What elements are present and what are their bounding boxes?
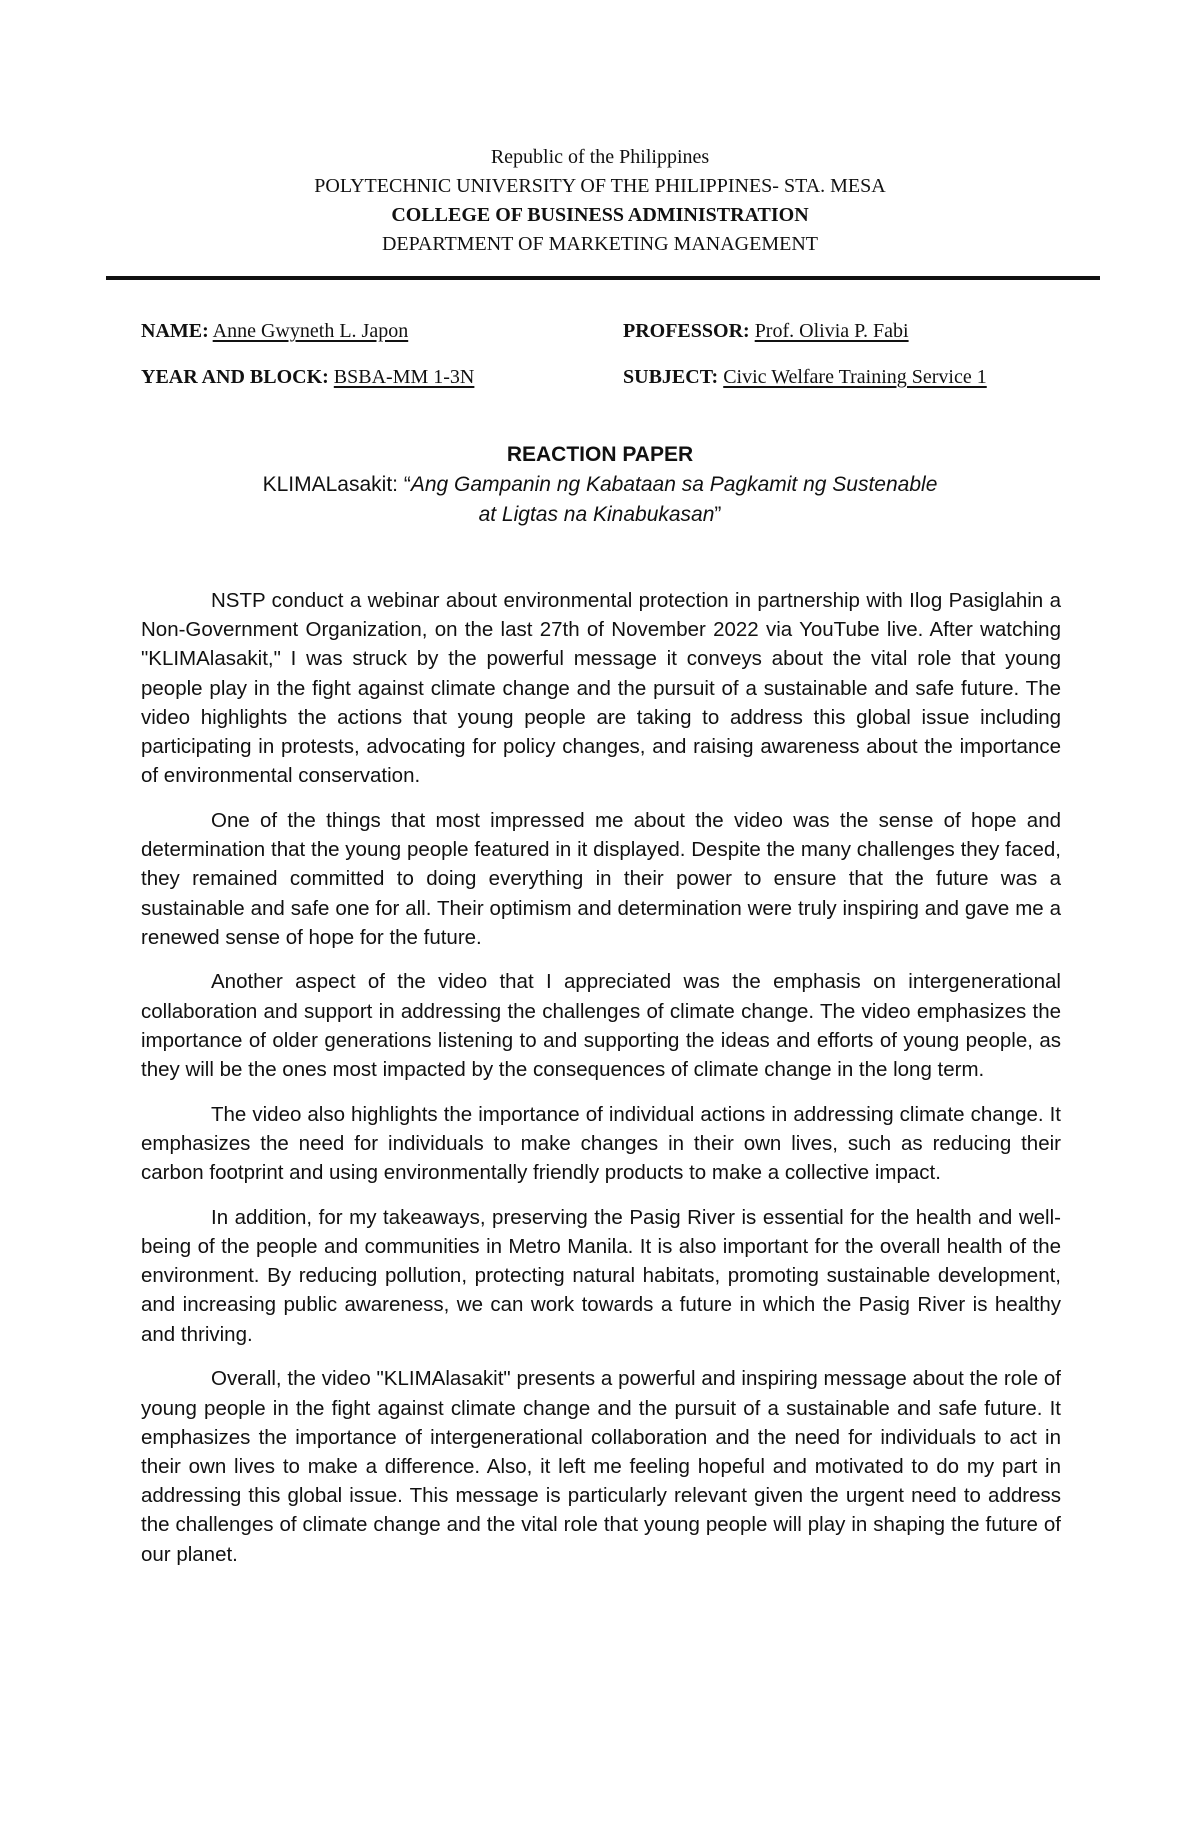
professor-field	[623, 320, 909, 343]
header-college: COLLEGE OF BUSINESS ADMINISTRATION	[391, 204, 809, 226]
body-paragraph: The video also highlights the importance of individual actions in addressing climate change. It emphasizes the need for individuals to make changes in their own lives, such as reducing their carbon footprint and using environmentally friendly products to make a collective impact.	[141, 1102, 1061, 1185]
paper-title-block	[0, 440, 1200, 530]
header-divider	[106, 276, 1100, 280]
body-paragraph: One of the things that most impressed me about the video was the sense of hope and determination that the young people featured in it displayed. Despite the many challenges they faced, they remained committed to doing everything in their power to ensure that the future was a sustainable and safe one for all. Their optimism and determination were truly inspiring and gave me a renewed sense of hope for the future.	[141, 808, 1061, 949]
body-paragraph: In addition, for my takeaways, preserving the Pasig River is essential for the health and well-being of the people and communities in Metro Manila. It is also important for the overall health of the environment. By reducing pollution, protecting natural habitats, promoting sustainable development, and increasing public awareness, we can work towards a future in which the Pasig River is healthy and thriving.	[141, 1205, 1061, 1346]
subject-value: Civic Welfare Training Service 1	[723, 366, 987, 388]
paper-subtitle-line2	[0, 500, 1200, 530]
body-paragraph: NSTP conduct a webinar about environmental protection in partnership with Ilog Pasiglahin a Non-Government Organization, on the last 27th of November 2022 via YouTube live. After watching "KLIMAlasakit," I was struck by the powerful message it conveys about the vital role that young people play in the fight against climate change and the pursuit of a sustainable and safe future. The video highlights the actions that young people are taking to address this global issue including participating in protests, advocating for policy changes, and raising awareness about the importance of environmental conservation.	[141, 589, 1061, 788]
subject-field	[623, 366, 987, 389]
paper-heading: REACTION PAPER	[506, 443, 694, 466]
header-republic: Republic of the Philippines	[490, 146, 710, 168]
paper-body	[141, 586, 1061, 1584]
year-block-value: BSBA-MM 1-3N	[333, 366, 475, 388]
subject-label: SUBJECT:	[623, 366, 719, 388]
year-block-field	[141, 366, 474, 389]
professor-label: PROFESSOR:	[623, 320, 750, 342]
year-block-label: YEAR AND BLOCK:	[141, 366, 329, 388]
subtitle-suffix: ”	[714, 503, 722, 526]
paper-subtitle-line1	[0, 470, 1200, 500]
body-paragraph: Overall, the video "KLIMAlasakit" presents a powerful and inspiring message about the role of young people in the fight against climate change and the pursuit of a sustainable and safe future. It emphasizes the importance of intergenerational collaboration and the need for individuals to act in their own lives to make a difference. Also, it left me feeling hopeful and motivated to do my part in addressing this global issue. This message is particularly relevant given the urgent need to address the challenges of climate change and the vital role that young people will play in shaping the future of our planet.	[141, 1367, 1061, 1566]
professor-value: Prof. Olivia P. Fabi	[754, 320, 909, 342]
subtitle-italic-1: Ang Gampanin ng Kabataan sa Pagkamit ng Sustenable	[410, 473, 938, 496]
subtitle-italic-2: at Ligtas na Kinabukasan	[478, 503, 715, 526]
name-value: Anne Gwyneth L. Japon	[212, 320, 409, 342]
body-paragraph: Another aspect of the video that I appreciated was the emphasis on intergenerational collaboration and support in addressing the challenges of climate change. The video emphasizes the importance of older generations listening to and supporting the ideas and efforts of young people, as they will be the ones most impacted by the consequences of climate change in the long term.	[141, 970, 1061, 1082]
name-label: NAME:	[141, 320, 209, 342]
name-field	[141, 320, 408, 343]
header-department: DEPARTMENT OF MARKETING MANAGEMENT	[381, 233, 819, 255]
document-header	[0, 143, 1200, 259]
header-university: POLYTECHNIC UNIVERSITY OF THE PHILIPPINES- STA. MESA	[314, 175, 886, 197]
subtitle-prefix: KLIMALasakit: “	[262, 473, 411, 496]
